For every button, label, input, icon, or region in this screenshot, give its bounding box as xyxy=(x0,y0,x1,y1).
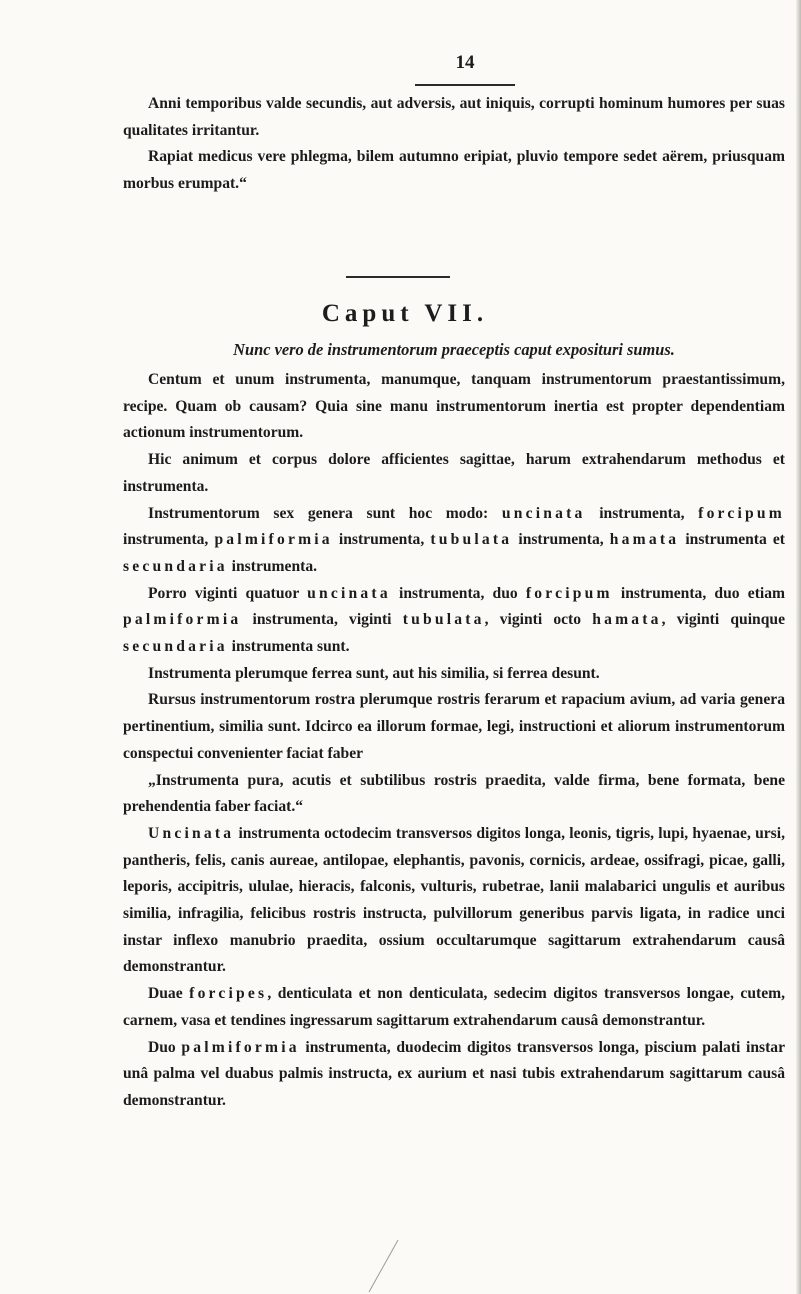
spaced-term: palmiformia xyxy=(181,1038,300,1056)
paragraph: Anni temporibus valde secundis, aut adversis, aut iniquis, corrupti hominum humores per suas qualitates irritantur. xyxy=(123,95,785,139)
spaced-term: tubulata xyxy=(430,531,513,549)
text-run: instrumenta, duodecim digitos transversos longa, piscium palati instar unâ palma vel duabus palmis instructa, ex aurium et nasi tubis extrahendarum sagittarum causâ demonstrantur. xyxy=(123,1038,785,1109)
text-run: instrumenta sunt. xyxy=(227,638,350,656)
spaced-term: tubulata xyxy=(402,611,485,629)
spaced-term: secundaria xyxy=(123,557,228,575)
paragraph xyxy=(123,1035,785,1115)
text-run: , denticulata et non denticulata, sedecim digitos transversos longae, cutem, carnem, vasa et tendines ingressarum sagittarum extrahendarum causâ demonstrantur. xyxy=(123,985,786,1029)
text-run: instrumenta, xyxy=(512,531,610,549)
text-run: Duo xyxy=(148,1038,182,1056)
paragraph xyxy=(123,581,785,661)
text-run: Instrumentorum sex genera sunt hoc modo: xyxy=(148,504,502,522)
paragraph: Rapiat medicus vere phlegma, bilem autumno eripiat, pluvio tempore sedet aërem, priusquam morbus erumpat.“ xyxy=(123,148,785,193)
paragraph xyxy=(123,981,785,1034)
text-run: Duae xyxy=(148,985,190,1003)
text-run: Porro viginti quatuor xyxy=(148,584,308,602)
spaced-term: Uncinata xyxy=(148,824,235,842)
spaced-term: palmiformia xyxy=(214,531,333,549)
chapter-heading: Caput VII. xyxy=(321,300,489,327)
pencil-mark xyxy=(366,1236,402,1294)
paragraph: Centum et unum instrumenta, manumque, tanquam instrumentorum praestantissimum, recipe. Quam ob causam? Quia sine manu instrumentorum inertia est propter dependentiam actionum instrumentorum. xyxy=(123,371,785,442)
spaced-term: hamata xyxy=(609,531,680,549)
text-run: instrumenta, xyxy=(123,531,215,549)
page-edge-shadow xyxy=(796,0,801,1294)
spaced-term: uncinata xyxy=(307,584,391,602)
text-run: instrumenta, duo etiam xyxy=(612,584,786,602)
text-run: instrumenta, xyxy=(332,531,431,549)
text-run: instrumenta. xyxy=(227,557,318,575)
paragraph: Instrumenta plerumque ferrea sunt, aut his similia, si ferrea desunt. xyxy=(148,664,600,682)
text-run: instrumenta, viginti xyxy=(241,611,403,629)
page-number: 14 xyxy=(455,52,475,73)
text-run: instrumenta, xyxy=(585,504,699,522)
spaced-term: forcipum xyxy=(525,584,613,602)
chapter-body xyxy=(123,367,785,1115)
chapter-subtitle: Nunc vero de instrumentorum praeceptis caput exposituri sumus. xyxy=(233,340,675,359)
text-run: instrumenta et xyxy=(679,531,785,549)
spaced-term: palmiformia xyxy=(123,611,242,629)
text-run: instrumenta, duo xyxy=(390,584,526,602)
header-rule xyxy=(415,84,515,86)
spaced-term: uncinata xyxy=(501,504,586,522)
text-run: , viginti octo xyxy=(484,611,593,629)
spaced-term: forcipum xyxy=(698,504,785,522)
spaced-term: forcipes xyxy=(189,985,268,1003)
text-run: instrumenta octodecim transversos digitos longa, leonis, tigris, lupi, hyaenae, ursi, pantheris, felis, canis aureae, antilopae, elephantis, pavonis, cornicis, ardeae, ossifragi, picae, galli, leporis, accipitris, ululae, hieracis, falconis, vulturis, rubetrae, lanii malabarici ungulis et auribus similia, infragilia, felicibus rostris instructa, pulvillorum generibus parvis ligata, in radice unci instar inflexo manubrio praedita, ossium occultarumque sagittarum extrahendarum causâ demonstrantur. xyxy=(123,824,785,976)
text-run: , viginti quinque xyxy=(661,611,785,629)
section-divider xyxy=(346,276,450,278)
paragraph: Rursus instrumentorum rostra plerumque rostris ferarum et rapacium avium, ad varia genera pertinentium, similia sunt. Idcirco ea illorum formae, legi, instructioni et aliorum instrumentorum conspectui convenienter faciat faber xyxy=(123,691,785,762)
paragraph xyxy=(123,821,785,981)
paragraph xyxy=(123,501,785,581)
spaced-term: secundaria xyxy=(123,638,228,656)
paragraph: Hic animum et corpus dolore afficientes sagittae, harum extrahendarum methodus et instrumenta. xyxy=(123,451,785,495)
quotation: „Instrumenta pura, acutis et subtilibus rostris praedita, valde firma, bene formata, bene prehendentia faber faciat.“ xyxy=(123,771,785,816)
preceding-text xyxy=(123,91,785,198)
spaced-term: hamata xyxy=(592,611,662,629)
